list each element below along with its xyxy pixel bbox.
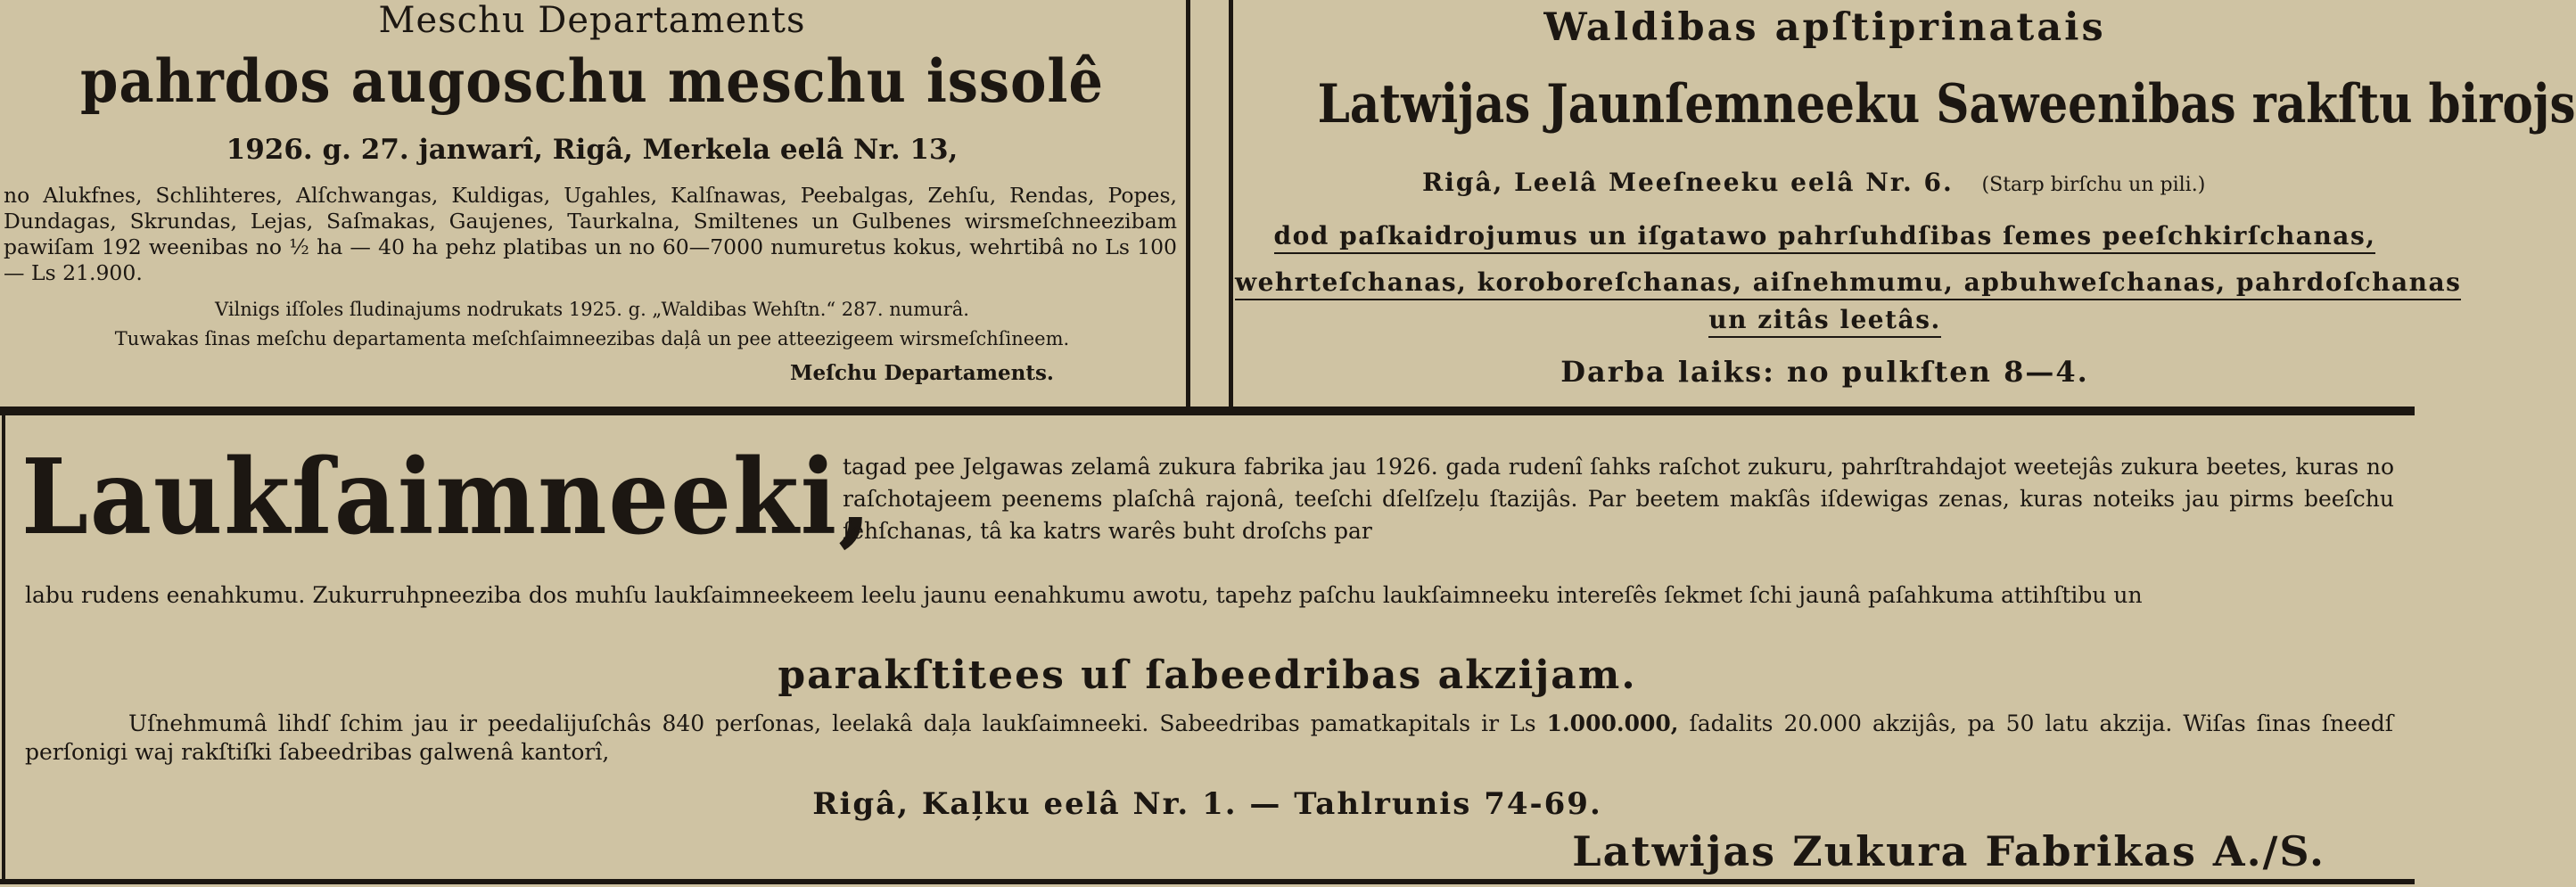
sugar-intro-continued: labu rudens eenahkumu. Zukurruhpneeziba dos muhſu laukſaimneekeem leelu jaunu eenahkumu awotu, tapehz paſchu laukſaimneeku intereſês ſekmet ſchi jaunâ paſahkuma attihſtibu un (25, 582, 2143, 608)
ad-signature: Meſchu Departaments. (790, 361, 1054, 385)
divider-vertical-left (1186, 0, 1190, 412)
sugar-body-text (25, 710, 2393, 767)
ad-note-info: Tuwakas ſinas meſchu departamenta meſchſaimneezibas daļâ un pee atteezigeem wirsmeſchſineem. (114, 328, 1070, 349)
bureau-address-note: (Starp birſchu un pili.) (1981, 174, 2206, 196)
divider-vertical-right (1229, 0, 1233, 412)
bureau-address-text: Rigâ, Leelâ Meeſneeku eelâ Nr. 6. (1422, 168, 1954, 197)
sugar-factory-ad (0, 419, 2415, 887)
bureau-hours: Darba laiks: no pulkſten 8—4. (1560, 355, 2089, 389)
bureau-name: Latwijas Jaunſemneeku Saweenibas rakſtu birojs (1317, 73, 2576, 136)
share-subscription-call: parakſtitees uſ ſabeedribas akzijam. (778, 653, 1637, 698)
ad-department-title: Meschu Departaments (378, 0, 806, 41)
ad-note-announcement: Vilnigs iſſoles ſludinajums nodrukats 1925. g. „Waldibas Wehſtn.“ 287. numurâ. (215, 299, 969, 320)
factory-contact: Rigâ, Kaļku eelâ Nr. 1. — Tahlrunis 74-69. (812, 786, 1602, 822)
farmers-headline: Laukſaimneeki, (21, 437, 874, 558)
sugar-intro-text: tagad pee Jelgawas zelamâ zukura fabrika jau 1926. gada rudenî ſahks raſchot zukuru, pahrſtrahdajot weetejâs zukura beetes, kuras no raſchotajeem peenems plaſchâ rajonâ, teeſchi dſelſzeļu ſtazijâs. Par beetem makſâs iſdewigas zenas, kuras noteiks jau pirms beeſchu ſehſchanas, tâ ka katrs warês buht droſchs par (843, 454, 2394, 544)
share-capital-amount: 1.000.000, (1546, 710, 1679, 736)
divider-horizontal (0, 407, 2415, 415)
forest-department-ad (0, 0, 1184, 406)
bureau-services-line (1235, 221, 2415, 250)
bureau-services-text: wehrteſchanas, koroboreſchanas, aiſnehmumu, apbuhweſchanas, pahrdoſchanas (1235, 267, 2461, 300)
bureau-services-text: un zitâs leetâs. (1708, 305, 1940, 338)
bureau-approval-line: Waldibas apſtiprinatais (1543, 5, 2106, 50)
ad-dateline: 1926. g. 27. janwarî, Rigâ, Merkela eelâ Nr. 13, (226, 134, 959, 166)
ad-headline: pahrdos augoschu meschu issolê (80, 46, 1104, 116)
body-text-post: ſadalits 20.000 akzijâs, pa 50 latu akzija. Wiſas ſinas ſneedſ perſonigi waj rakſtiſki ſabeedribas galwenâ kantorî, (25, 710, 2393, 765)
writing-bureau-ad (1235, 0, 2576, 406)
company-signature: Latwijas Zukura Fabrikas A./S. (1572, 827, 2325, 875)
bureau-address (1422, 168, 2205, 197)
ad-body-text: no Alukfnes, Schlihteres, Alſchwangas, Kuldigas, Ugahles, Kalſnawas, Peebalgas, Zehſu, Rendas, Popes, Dundagas, Skrundas, Lejas, Saſmakas, Gaujenes, Taurkalna, Smiltenes un Gulbenes wirsmeſchneezibam pawiſam 192 weenibas no ½ ha — 40 ha pehz platibas un no 60—7000 numuretus kokus, wehrtibâ no Ls 100 — Ls 21.900. (4, 183, 1177, 285)
bureau-services-text: dod paſkaidrojumus un iſgatawo pahrſuhdſibas ſemes peeſchkirſchanas, (1274, 221, 2376, 254)
body-text-pre: Uſnehmumâ lihdſ ſchim jau ir peedalijuſchâs 840 perſonas, leelakâ daļa laukſaimneeki. Sabeedribas pamatkapitals ir Ls (128, 710, 1536, 736)
bureau-services-line (1235, 267, 2462, 297)
bureau-services-line (1235, 305, 2415, 334)
